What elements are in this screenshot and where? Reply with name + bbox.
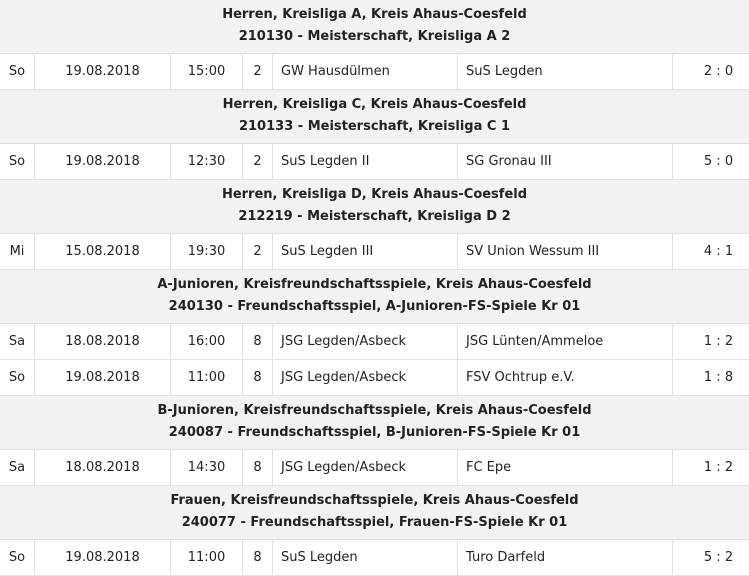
- match-weekday: So: [0, 360, 35, 395]
- competition-header[interactable]: [0, 486, 749, 540]
- match-date: 18.08.2018: [35, 324, 171, 359]
- match-score[interactable]: 4 : 1: [703, 244, 734, 259]
- competition-title[interactable]: 212219 - Meisterschaft, Kreisliga D 2: [238, 209, 511, 224]
- match-type: 8: [243, 360, 273, 395]
- match-time: 12:30: [171, 144, 243, 179]
- match-row[interactable]: [0, 324, 749, 360]
- match-weekday: So: [0, 54, 35, 89]
- match-type: 8: [243, 540, 273, 575]
- home-team[interactable]: SuS Legden III: [273, 234, 458, 269]
- match-row[interactable]: [0, 450, 749, 486]
- match-score[interactable]: 1 : 2: [703, 334, 734, 349]
- away-team[interactable]: FSV Ochtrup e.V.: [458, 360, 673, 395]
- match-score[interactable]: 5 : 2: [703, 550, 734, 565]
- match-row[interactable]: [0, 54, 749, 90]
- home-team[interactable]: GW Hausdülmen: [273, 54, 458, 89]
- match-weekday: So: [0, 540, 35, 575]
- match-time: 19:30: [171, 234, 243, 269]
- match-type: 2: [243, 54, 273, 89]
- match-time: 11:00: [171, 360, 243, 395]
- league-title[interactable]: A-Junioren, Kreisfreundschaftsspiele, Kreis Ahaus-Coesfeld: [157, 277, 592, 292]
- league-title[interactable]: B-Junioren, Kreisfreundschaftsspiele, Kreis Ahaus-Coesfeld: [157, 403, 592, 418]
- league-title[interactable]: Herren, Kreisliga A, Kreis Ahaus-Coesfeld: [222, 7, 527, 22]
- away-team[interactable]: SV Union Wessum III: [458, 234, 673, 269]
- competition-header[interactable]: [0, 0, 749, 54]
- home-team[interactable]: JSG Legden/Asbeck: [273, 450, 458, 485]
- match-type: 2: [243, 234, 273, 269]
- match-type: 8: [243, 450, 273, 485]
- competition-header[interactable]: [0, 270, 749, 324]
- home-team[interactable]: JSG Legden/Asbeck: [273, 324, 458, 359]
- competition-header[interactable]: [0, 180, 749, 234]
- competition-title[interactable]: 210130 - Meisterschaft, Kreisliga A 2: [238, 29, 511, 44]
- match-type: 2: [243, 144, 273, 179]
- match-date: 19.08.2018: [35, 54, 171, 89]
- match-weekday: Sa: [0, 450, 35, 485]
- match-row[interactable]: [0, 540, 749, 576]
- away-team[interactable]: FC Epe: [458, 450, 673, 485]
- competition-title[interactable]: 240087 - Freundschaftsspiel, B-Junioren-FS-Spiele Kr 01: [168, 425, 581, 440]
- match-weekday: Sa: [0, 324, 35, 359]
- match-row[interactable]: [0, 144, 749, 180]
- match-row[interactable]: [0, 234, 749, 270]
- away-team[interactable]: Turo Darfeld: [458, 540, 673, 575]
- match-row[interactable]: [0, 360, 749, 396]
- home-team[interactable]: SuS Legden: [273, 540, 458, 575]
- competition-title[interactable]: 240130 - Freundschaftsspiel, A-Junioren-FS-Spiele Kr 01: [168, 299, 581, 314]
- competition-title[interactable]: 240077 - Freundschaftsspiel, Frauen-FS-Spiele Kr 01: [181, 515, 568, 530]
- competition-header[interactable]: [0, 90, 749, 144]
- competition-header[interactable]: [0, 396, 749, 450]
- match-score[interactable]: 5 : 0: [703, 154, 734, 169]
- match-time: 16:00: [171, 324, 243, 359]
- match-date: 19.08.2018: [35, 144, 171, 179]
- match-date: 18.08.2018: [35, 450, 171, 485]
- home-team[interactable]: SuS Legden II: [273, 144, 458, 179]
- match-score[interactable]: 1 : 2: [703, 460, 734, 475]
- match-type: 8: [243, 324, 273, 359]
- match-date: 15.08.2018: [35, 234, 171, 269]
- match-date: 19.08.2018: [35, 540, 171, 575]
- home-team[interactable]: JSG Legden/Asbeck: [273, 360, 458, 395]
- match-time: 15:00: [171, 54, 243, 89]
- away-team[interactable]: SG Gronau III: [458, 144, 673, 179]
- match-score[interactable]: 2 : 0: [703, 64, 734, 79]
- league-title[interactable]: Herren, Kreisliga D, Kreis Ahaus-Coesfeld: [221, 187, 528, 202]
- match-score[interactable]: 1 : 8: [703, 370, 734, 385]
- league-title[interactable]: Herren, Kreisliga C, Kreis Ahaus-Coesfeld: [222, 97, 527, 112]
- away-team[interactable]: SuS Legden: [458, 54, 673, 89]
- match-weekday: So: [0, 144, 35, 179]
- match-weekday: Mi: [0, 234, 35, 269]
- competition-title[interactable]: 210133 - Meisterschaft, Kreisliga C 1: [238, 119, 511, 134]
- away-team[interactable]: JSG Lünten/Ammeloe: [458, 324, 673, 359]
- league-title[interactable]: Frauen, Kreisfreundschaftsspiele, Kreis Ahaus-Coesfeld: [170, 493, 579, 508]
- match-time: 14:30: [171, 450, 243, 485]
- match-date: 19.08.2018: [35, 360, 171, 395]
- match-time: 11:00: [171, 540, 243, 575]
